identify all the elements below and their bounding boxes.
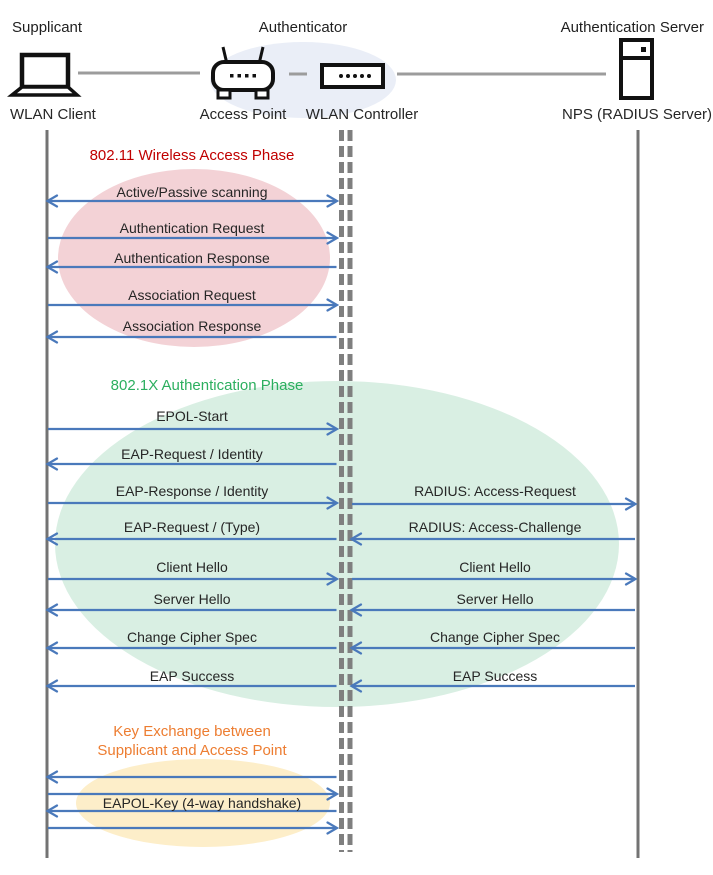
msg-radius-access-challenge: RADIUS: Access-Challenge [408,519,582,535]
msg-eap-request-identity: EAP-Request / Identity [121,446,263,462]
phase3-title-line1: Key Exchange between [113,723,271,740]
node-wlan-client: WLAN Client [10,106,96,123]
msg-eap-success-left: EAP Success [149,668,235,684]
msg-eap-success-right: EAP Success [452,668,538,684]
phase3-title-line2: Supplicant and Access Point [97,742,287,759]
msg-eapol-key-handshake: EAPOL-Key (4-way handshake) [102,795,302,811]
phase2-title: 802.1X Authentication Phase [110,377,304,394]
msg-eap-response-identity: EAP-Response / Identity [115,483,269,499]
msg-server-hello-right: Server Hello [456,591,534,607]
node-access-point: Access Point [199,106,287,123]
role-authentication-server: Authentication Server [560,19,704,36]
msg-change-cipher-spec-right: Change Cipher Spec [430,629,560,645]
role-authenticator: Authenticator [258,19,348,36]
msg-eap-request-type: EAP-Request / (Type) [123,519,261,535]
phase1-title: 802.11 Wireless Access Phase [89,147,295,164]
msg-radius-access-request: RADIUS: Access-Request [414,483,576,499]
msg-client-hello-right: Client Hello [459,559,531,575]
msg-association-request: Association Request [128,287,256,303]
msg-epol-start: EPOL-Start [156,408,228,424]
wlan-controller-icon [322,65,383,87]
msg-server-hello-left: Server Hello [153,591,231,607]
msg-authentication-request: Authentication Request [119,220,265,236]
role-supplicant: Supplicant [12,19,83,36]
msg-association-response: Association Response [122,318,262,334]
node-nps-radius-server: NPS (RADIUS Server) [562,106,713,123]
node-wlan-controller: WLAN Controller [305,106,419,123]
msg-change-cipher-spec-left: Change Cipher Spec [127,629,257,645]
server-icon [621,40,652,98]
laptop-icon [12,55,77,95]
msg-active-passive-scanning: Active/Passive scanning [116,184,268,200]
msg-client-hello-left: Client Hello [156,559,228,575]
msg-authentication-response: Authentication Response [114,250,270,266]
